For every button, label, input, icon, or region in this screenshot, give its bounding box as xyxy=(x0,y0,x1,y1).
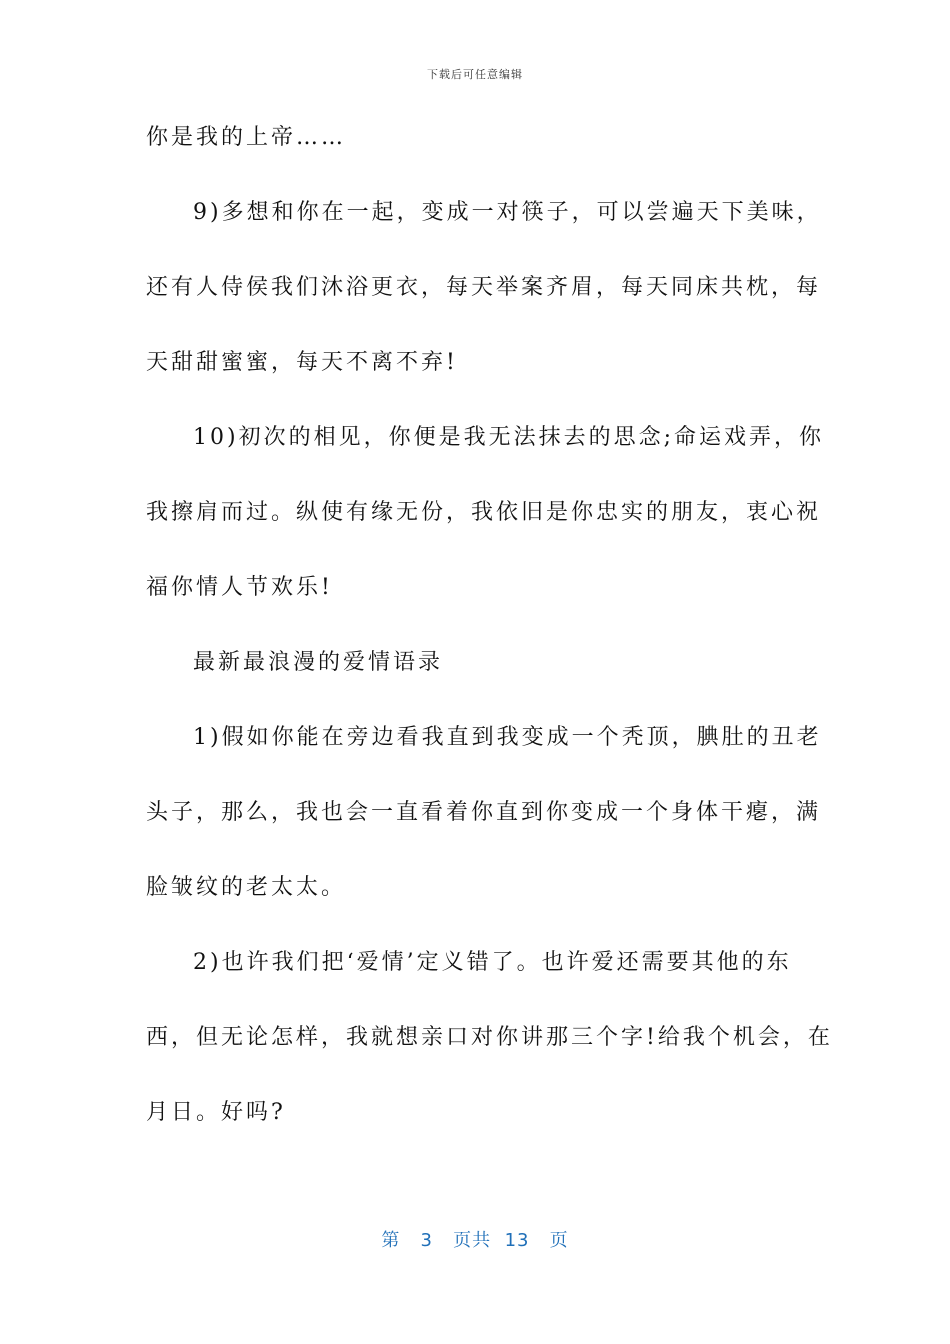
body-line: 我擦肩而过。纵使有缘无份，我依旧是你忠实的朋友，衷心祝 xyxy=(146,500,822,525)
body-line: 西，但无论怎样，我就想亲口对你讲那三个字!给我个机会，在 xyxy=(146,1025,833,1050)
body-line: 天甜甜蜜蜜，每天不离不弃! xyxy=(146,350,458,375)
body-line: 福你情人节欢乐! xyxy=(146,575,333,600)
body-line: 9)多想和你在一起，变成一对筷子，可以尝遍天下美味， xyxy=(193,200,822,225)
footer-page-suffix: 页 xyxy=(549,1230,569,1251)
footer-page-middle: 页共 xyxy=(453,1230,492,1251)
body-line: 还有人侍侯我们沐浴更衣，每天举案齐眉，每天同床共枕，每 xyxy=(146,275,822,300)
body-line: 1)假如你能在旁边看我直到我变成一个秃顶，腆肚的丑老 xyxy=(193,725,822,750)
footer-current-page: 3 xyxy=(420,1230,433,1251)
page-number-footer xyxy=(0,1226,950,1252)
body-line: 你是我的上帝…… xyxy=(146,125,347,150)
body-line: 10)初次的相见，你便是我无法抹去的思念;命运戏弄，你 xyxy=(193,425,824,450)
section-heading: 最新最浪漫的爱情语录 xyxy=(193,650,444,675)
footer-page-prefix: 第 xyxy=(381,1230,401,1251)
header-note: 下载后可任意编辑 xyxy=(427,68,523,81)
footer-total-pages: 13 xyxy=(504,1230,530,1251)
body-line: 头子，那么，我也会一直看着你直到你变成一个身体干瘪，满 xyxy=(146,800,822,825)
body-line: 月日。好吗? xyxy=(146,1100,286,1125)
body-line: 2)也许我们把‘爱情’定义错了。也许爱还需要其他的东 xyxy=(193,950,792,975)
body-line: 脸皱纹的老太太。 xyxy=(146,875,347,900)
